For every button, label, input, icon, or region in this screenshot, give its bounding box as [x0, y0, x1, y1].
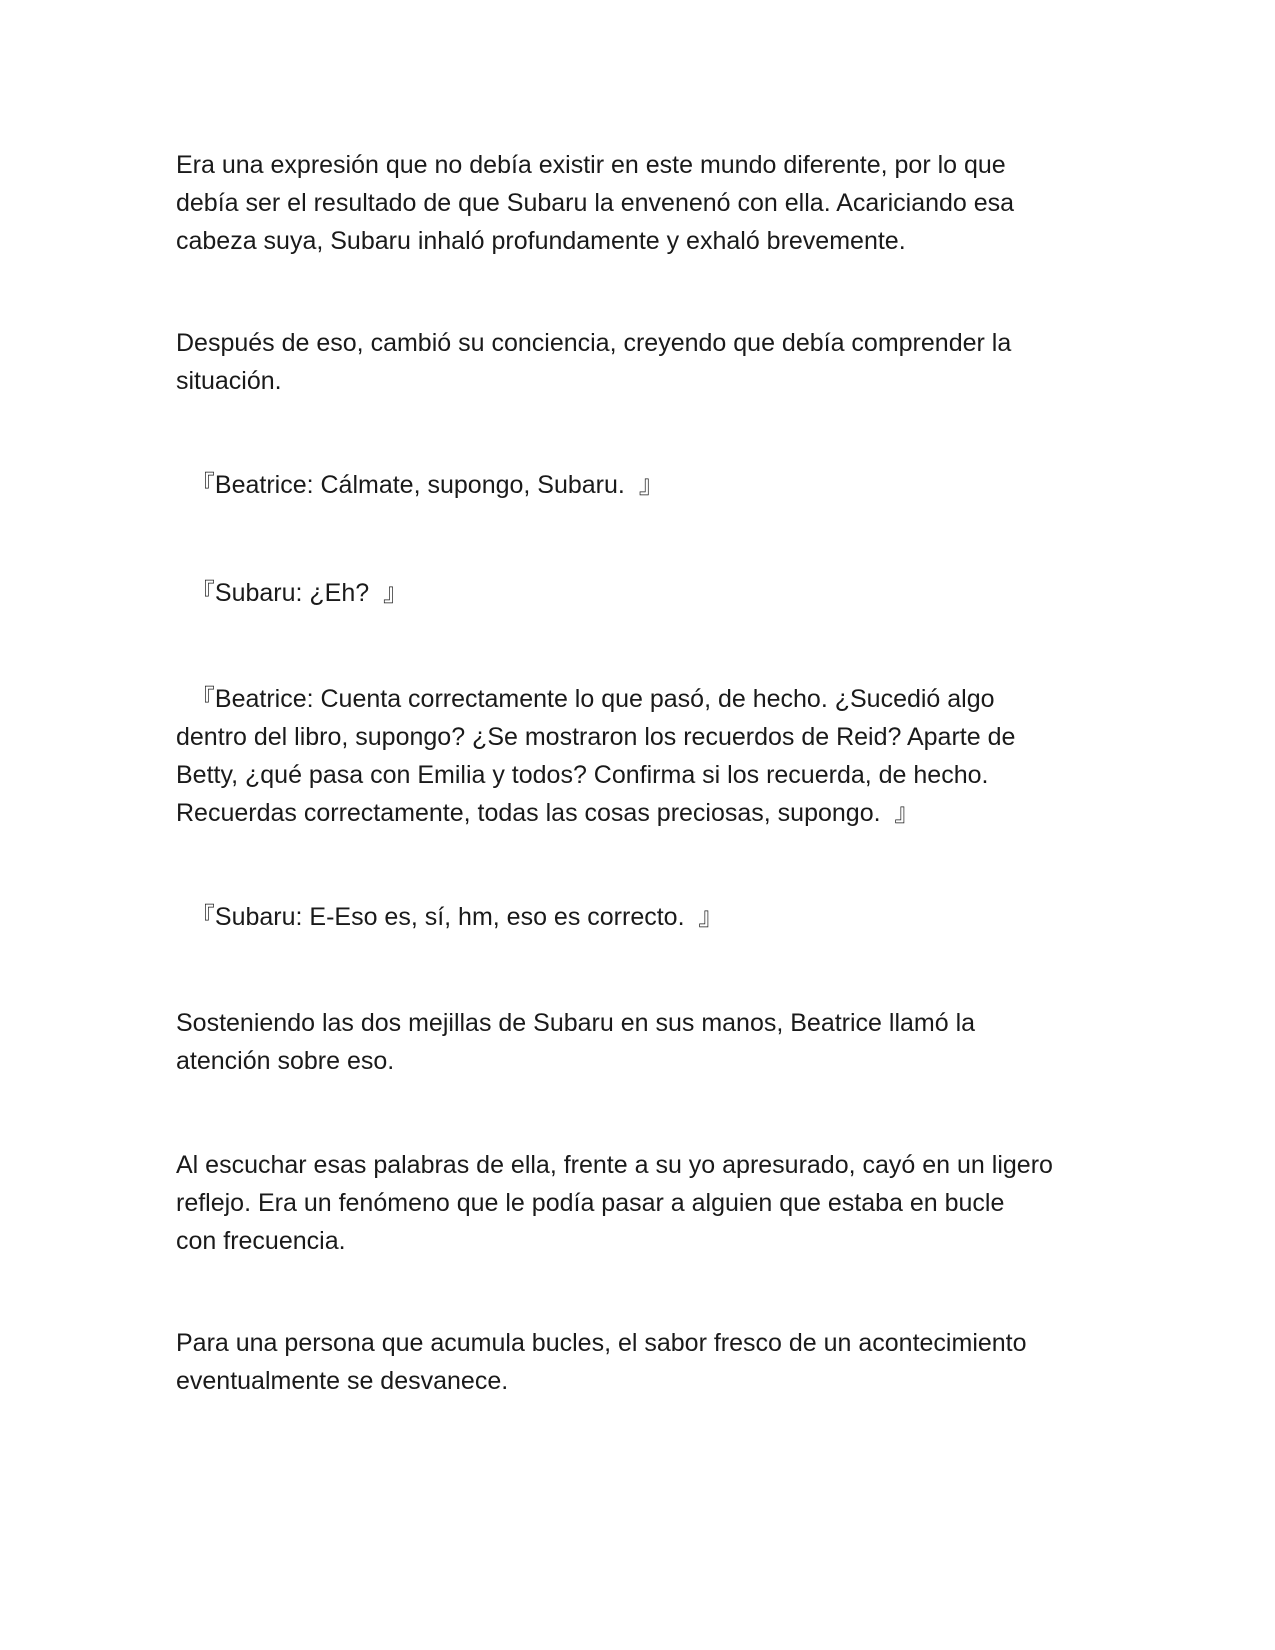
- line: cabeza suya, Subaru inhaló profundamente y exhaló brevemente.: [176, 227, 906, 255]
- dialogue-beatrice-2: [176, 680, 1096, 832]
- line: Después de eso, cambió su conciencia, creyendo que debía comprender la: [176, 329, 1012, 357]
- line: Sosteniendo las dos mejillas de Subaru en sus manos, Beatrice llamó la: [176, 1009, 976, 1037]
- line: 『Subaru: ¿Eh? 』: [176, 579, 409, 607]
- line: Para una persona que acumula bucles, el sabor fresco de un acontecimiento: [176, 1329, 1027, 1357]
- paragraph-3: [176, 1004, 1096, 1080]
- paragraph-5: [176, 1324, 1096, 1400]
- line: Recuerdas correctamente, todas las cosas preciosas, supongo. 』: [176, 799, 920, 827]
- dialogue-subaru-1: [176, 574, 1096, 612]
- line: 『Subaru: E-Eso es, sí, hm, eso es correcto. 』: [176, 903, 724, 931]
- line: atención sobre eso.: [176, 1047, 395, 1075]
- paragraph-4: [176, 1146, 1096, 1260]
- line: 『Beatrice: Cuenta correctamente lo que pasó, de hecho. ¿Sucedió algo: [176, 685, 995, 713]
- line: debía ser el resultado de que Subaru la envenenó con ella. Acariciando esa: [176, 189, 1015, 217]
- line: Betty, ¿qué pasa con Emilia y todos? Confirma si los recuerda, de hecho.: [176, 761, 989, 789]
- line: reflejo. Era un fenómeno que le podía pasar a alguien que estaba en bucle: [176, 1189, 1005, 1217]
- line: 『Beatrice: Cálmate, supongo, Subaru. 』: [176, 471, 664, 499]
- line: eventualmente se desvanece.: [176, 1367, 509, 1395]
- dialogue-subaru-2: [176, 898, 1096, 936]
- paragraph-2: [176, 324, 1096, 400]
- line: Era una expresión que no debía existir en este mundo diferente, por lo que: [176, 151, 1006, 179]
- line: situación.: [176, 367, 282, 395]
- dialogue-beatrice-1: [176, 466, 1096, 504]
- paragraph-1: [176, 146, 1096, 260]
- line: dentro del libro, supongo? ¿Se mostraron los recuerdos de Reid? Aparte de: [176, 723, 1016, 751]
- line: Al escuchar esas palabras de ella, frente a su yo apresurado, cayó en un ligero: [176, 1151, 1053, 1179]
- line: con frecuencia.: [176, 1227, 346, 1255]
